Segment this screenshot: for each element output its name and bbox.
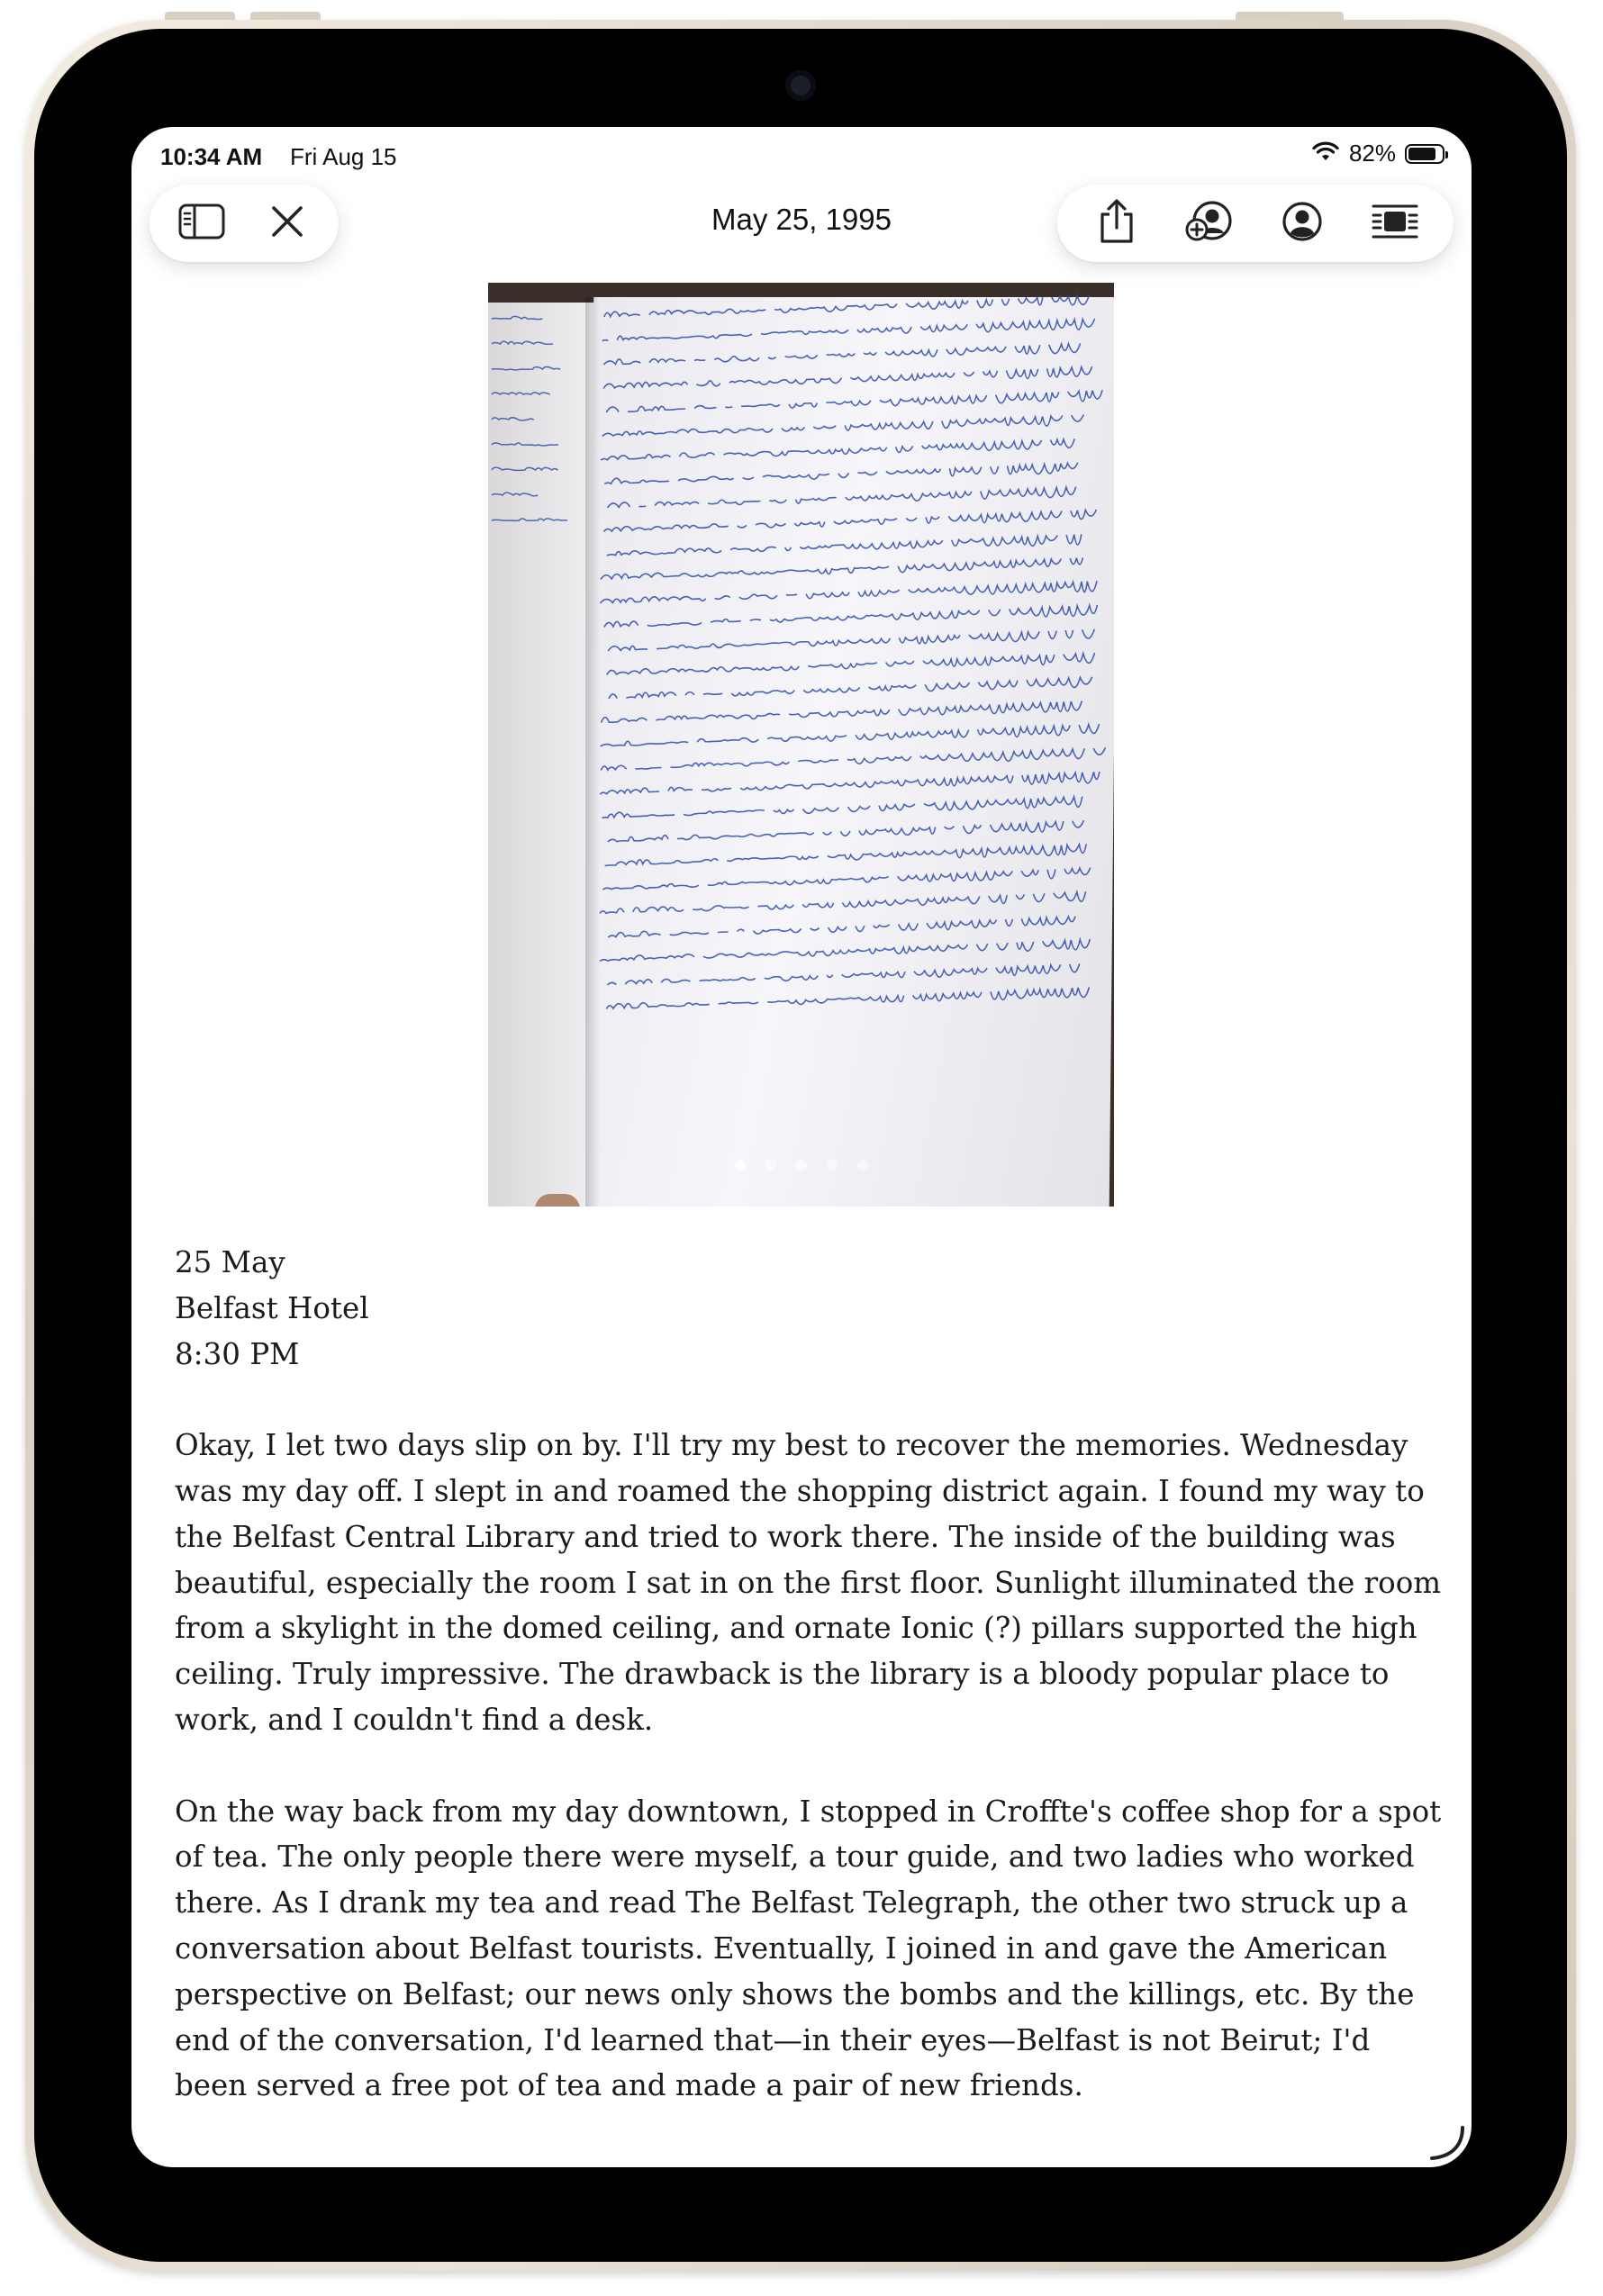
handwriting-line (607, 963, 1079, 985)
entry-paragraph: On the way back from my day downtown, I stopped in Croffte's coffee shop for a spot of tea. The only people there were myself, a tour guide, and two ladies who worked there. As I drank my tea and read The Belfast Telegraph, the other two struck up a conversation about Belfast tourists. Eventually, I joined in and gave the American perspective on Belfast; our news only shows the bombs and the killings, etc. By the end of the conversation, I'd learned that—in their eyes—Belfast is not Beirut; I'd been served a free pot of tea and made a pair of new friends. (175, 1794, 1442, 2103)
sidebar-toggle-button[interactable] (173, 194, 231, 252)
header-time: 8:30 PM (175, 1336, 300, 1371)
header-date: 25 May (175, 1245, 285, 1279)
handwriting-line (601, 557, 1082, 579)
page-dot[interactable] (765, 1160, 776, 1171)
entry-text[interactable] (175, 1240, 1445, 2155)
format-button[interactable] (1366, 194, 1424, 252)
handwriting-fragment (492, 467, 558, 470)
handwriting-line (608, 486, 1085, 508)
page-dot[interactable] (827, 1160, 838, 1171)
handwriting-line (602, 867, 1099, 890)
handwriting-scribbles (488, 283, 1114, 1207)
front-camera (785, 70, 816, 101)
handwriting-line (607, 653, 1095, 674)
handwriting-line (602, 319, 1095, 341)
handwriting-fragment (492, 519, 567, 520)
entry-header (175, 1240, 1445, 1377)
battery-fill (1408, 148, 1435, 160)
sidebar-toggle-icon (178, 203, 225, 244)
handwriting-fragment (492, 443, 558, 446)
share-button[interactable] (1088, 194, 1146, 252)
wifi-icon (1311, 140, 1340, 167)
handwriting-line (606, 390, 1102, 412)
page-indicator[interactable] (488, 1160, 1114, 1171)
status-time: 10:34 AM (160, 143, 263, 170)
format-icon (1372, 203, 1418, 245)
header-place: Belfast Hotel (175, 1290, 369, 1325)
close-icon (270, 204, 304, 243)
profile-button[interactable] (1273, 194, 1331, 252)
journal-page-photo[interactable] (488, 283, 1114, 1207)
handwriting-line (600, 891, 1086, 913)
profile-icon (1281, 201, 1323, 247)
page-dot[interactable] (857, 1160, 868, 1171)
handwriting-line (607, 534, 1082, 556)
handwriting-line (606, 987, 1089, 1008)
status-date: Fri Aug 15 (290, 143, 397, 170)
handwriting-line (601, 438, 1074, 460)
handwriting-line (601, 747, 1114, 771)
handwriting-line (602, 701, 1082, 723)
handwriting-line (608, 629, 1094, 651)
share-icon (1097, 198, 1137, 249)
page-dot[interactable] (796, 1160, 807, 1171)
handwriting-line (600, 581, 1097, 603)
handwriting-fragment (492, 316, 542, 319)
handwriting-line (600, 939, 1090, 962)
resize-handle-icon[interactable] (1426, 2122, 1466, 2162)
handwriting-line (604, 463, 1078, 484)
status-bar (131, 127, 1472, 181)
handwriting-line (600, 772, 1100, 794)
screen (131, 127, 1472, 2167)
top-button (1236, 12, 1344, 20)
battery-icon (1405, 144, 1445, 164)
handwriting-line (604, 604, 1106, 627)
handwriting-line (603, 510, 1096, 532)
hardware-button (250, 12, 321, 20)
handwriting-line (608, 917, 1075, 937)
page-dot[interactable] (735, 1160, 746, 1171)
handwriting-line (604, 295, 1089, 317)
hardware-button (165, 12, 235, 20)
handwriting-fragment (492, 418, 534, 420)
thumb (535, 1194, 580, 1207)
right-toolbar (1057, 185, 1454, 262)
handwriting-fragment (492, 393, 550, 394)
handwriting-line (602, 797, 1082, 818)
battery-percent: 82% (1348, 140, 1396, 167)
handwriting-fragment (492, 493, 538, 496)
handwriting-fragment (492, 341, 553, 344)
add-person-button[interactable] (1181, 194, 1238, 252)
handwriting-line (609, 677, 1092, 699)
close-button[interactable] (258, 194, 316, 252)
add-person-icon (1185, 199, 1234, 249)
battery-cap (1445, 151, 1448, 158)
status-indicators (1311, 140, 1445, 167)
left-toolbar (149, 185, 339, 262)
handwriting-line (608, 820, 1083, 842)
handwriting-line (605, 844, 1087, 865)
entry-paragraph: Okay, I let two days slip on by. I'll try my best to recover the memories. Wednesday was my day off. I slept in and roamed the shopping district again. I found my way to the Belfast Central Library and tried to work there. The inside of the building was beautiful, especially the room I sat in on the first floor. Sunlight illuminated the room from a skylight in the domed ceiling, and ornate Ionic (?) pillars supported the high ceiling. Truly impressive. The drawback is the library is a bloody popular place to work, and I couldn't find a desk. (175, 1428, 1442, 1737)
handwriting-line (603, 343, 1080, 365)
handwriting-line (602, 414, 1084, 436)
handwriting-fragment (492, 366, 560, 369)
handwriting-line (603, 366, 1091, 388)
entry-date-title: May 25, 1995 (711, 203, 892, 236)
handwriting-line (601, 724, 1109, 746)
